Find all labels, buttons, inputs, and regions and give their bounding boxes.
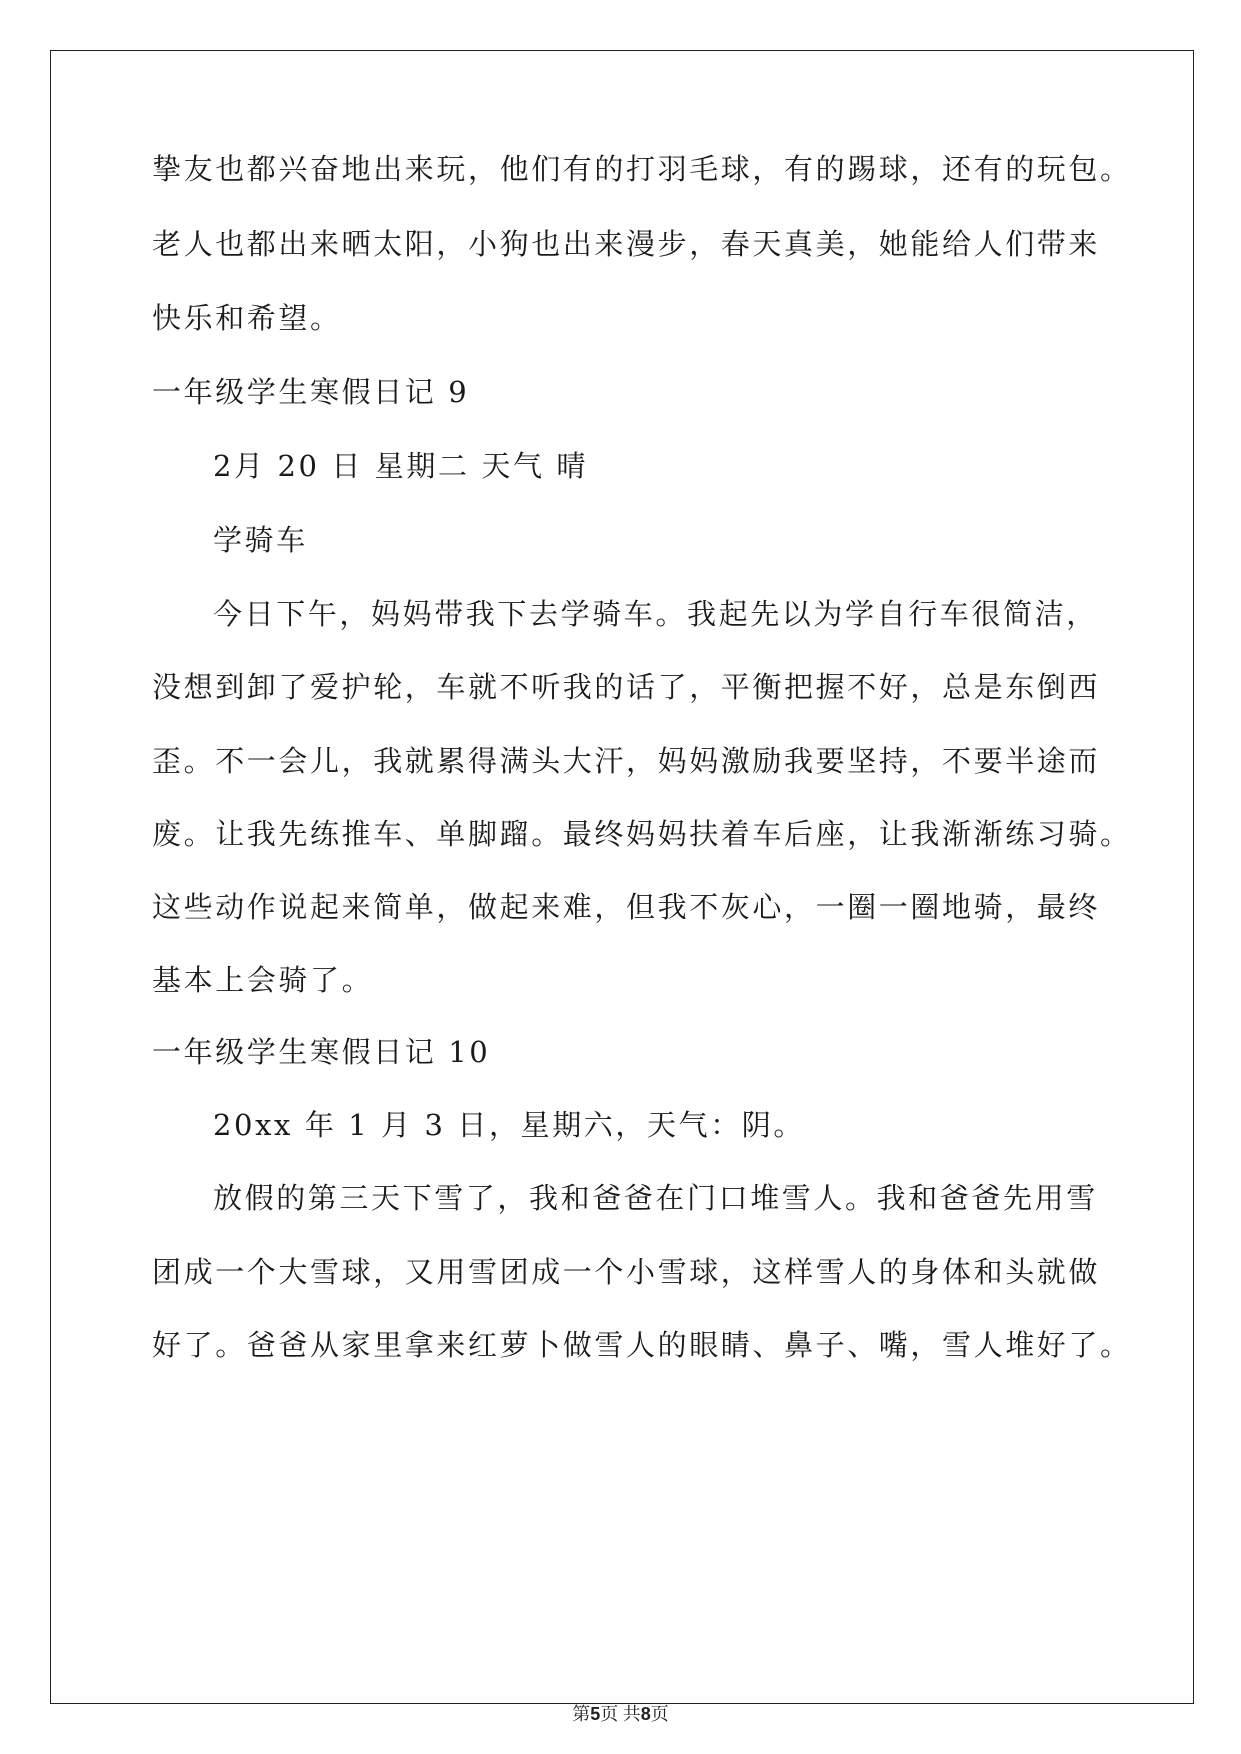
paragraph-line: 好了。爸爸从家里拿来红萝卜做雪人的眼睛、鼻子、嘴，雪人堆好了。 bbox=[152, 1328, 1132, 1362]
diary-10-date: 20xx 年 1 月 3 日，星期六，天气：阴。 bbox=[213, 1108, 806, 1142]
footer-page-prefix: 第 bbox=[572, 1704, 591, 1724]
diary-9-date: 2月 20 日 星期二 天气 晴 bbox=[213, 449, 589, 483]
footer-page-suffix: 页 bbox=[650, 1704, 669, 1724]
paragraph-line: 没想到卸了爱护轮，车就不听我的话了，平衡把握不好，总是东倒西 bbox=[152, 670, 1101, 704]
paragraph-line: 歪。不一会儿，我就累得满头大汗，妈妈激励我要坚持，不要半途而 bbox=[152, 744, 1101, 778]
page-footer bbox=[0, 1702, 1241, 1726]
footer-total-pages: 8 bbox=[640, 1704, 651, 1724]
paragraph-line: 这些动作说起来简单，做起来难，但我不灰心，一圈一圈地骑，最终 bbox=[152, 890, 1101, 924]
paragraph-line: 放假的第三天下雪了，我和爸爸在门口堆雪人。我和爸爸先用雪 bbox=[213, 1181, 1098, 1215]
diary-10-heading: 一年级学生寒假日记 10 bbox=[152, 1035, 491, 1069]
diary-9-title: 学骑车 bbox=[213, 523, 308, 557]
diary-9-heading: 一年级学生寒假日记 9 bbox=[152, 375, 470, 409]
paragraph-line: 今日下午，妈妈带我下去学骑车。我起先以为学自行车很简洁， bbox=[213, 597, 1098, 631]
paragraph-line: 废。让我先练推车、单脚蹓。最终妈妈扶着车后座，让我渐渐练习骑。 bbox=[152, 817, 1132, 851]
footer-current-page: 5 bbox=[590, 1704, 601, 1724]
paragraph-line: 团成一个大雪球，又用雪团成一个小雪球，这样雪人的身体和头就做 bbox=[152, 1255, 1101, 1289]
paragraph-line: 老人也都出来晒太阳，小狗也出来漫步，春天真美，她能给人们带来 bbox=[152, 227, 1101, 261]
footer-page-middle: 页 共 bbox=[600, 1704, 641, 1724]
paragraph-line: 快乐和希望。 bbox=[152, 301, 342, 335]
paragraph-line: 基本上会骑了。 bbox=[152, 963, 374, 997]
paragraph-line: 挚友也都兴奋地出来玩，他们有的打羽毛球，有的踢球，还有的玩包。 bbox=[152, 152, 1132, 186]
